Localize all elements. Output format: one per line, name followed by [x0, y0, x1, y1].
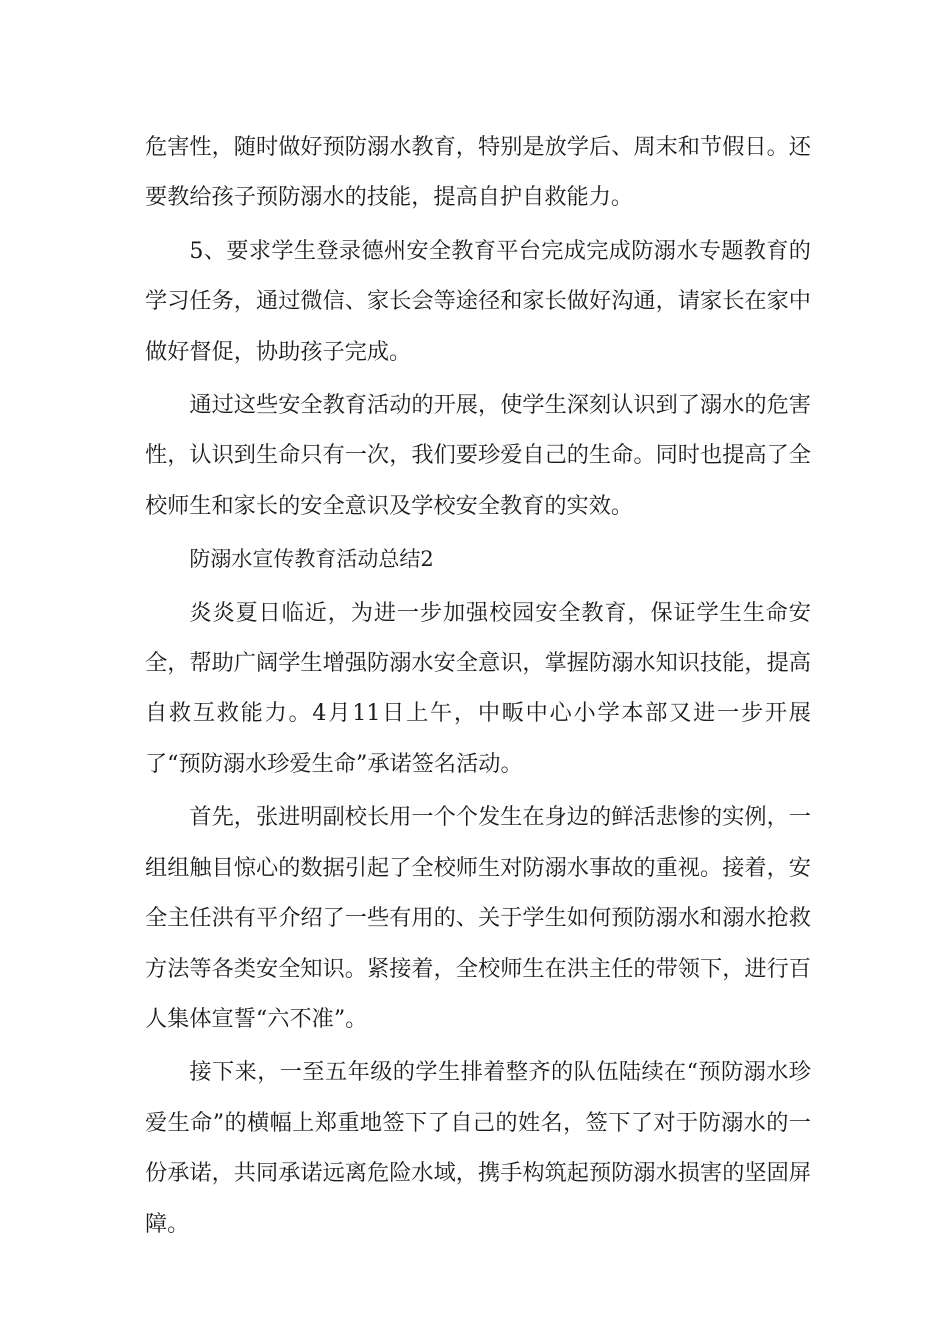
- paragraph-continuation: 危害性，随时做好预防溺水教育，特别是放学后、周末和节假日。还要教给孩子预防溺水的技能，提高自护自救能力。: [145, 134, 811, 211]
- paragraph-conclusion: 通过这些安全教育活动的开展，使学生深刻认识到了溺水的危害性，认识到生命只有一次，我们要珍爱自己的生命。同时也提高了全校师生和家长的安全意识及学校安全教育的实效。: [145, 392, 811, 519]
- paragraph-intro: 炎炎夏日临近，为进一步加强校园安全教育，保证学生生命安全，帮助广阔学生增强防溺水安全意识，掌握防溺水知识技能，提高自救互救能力。4月11日上午，中畈中心小学本部又进一步开展了“预防溺水珍爱生命”承诺签名活动。: [145, 599, 811, 777]
- document-body: [145, 122, 811, 1252]
- section-heading: 防溺水宣传教育活动总结2: [189, 547, 434, 572]
- paragraph-item-5: 5、要求学生登录德州安全教育平台完成完成防溺水专题教育的学习任务，通过微信、家长会等途径和家长做好沟通，请家长在家中做好督促，协助孩子完成。: [145, 237, 811, 365]
- paragraph-next: 接下来，一至五年级的学生排着整齐的队伍陆续在“预防溺水珍爱生命”的横幅上郑重地签下了自己的姓名，签下了对于防溺水的一份承诺，共同承诺远离危险水域，携手构筑起预防溺水损害的坚固屏障。: [145, 1059, 811, 1237]
- paragraph-first: 首先，张进明副校长用一个个发生在身边的鲜活悲惨的实例，一组组触目惊心的数据引起了全校师生对防溺水事故的重视。接着，安全主任洪有平介绍了一些有用的、关于学生如何预防溺水和溺水抢救方法等各类安全知识。紧接着，全校师生在洪主任的带领下，进行百人集体宣誓“六不准”。: [145, 804, 811, 1032]
